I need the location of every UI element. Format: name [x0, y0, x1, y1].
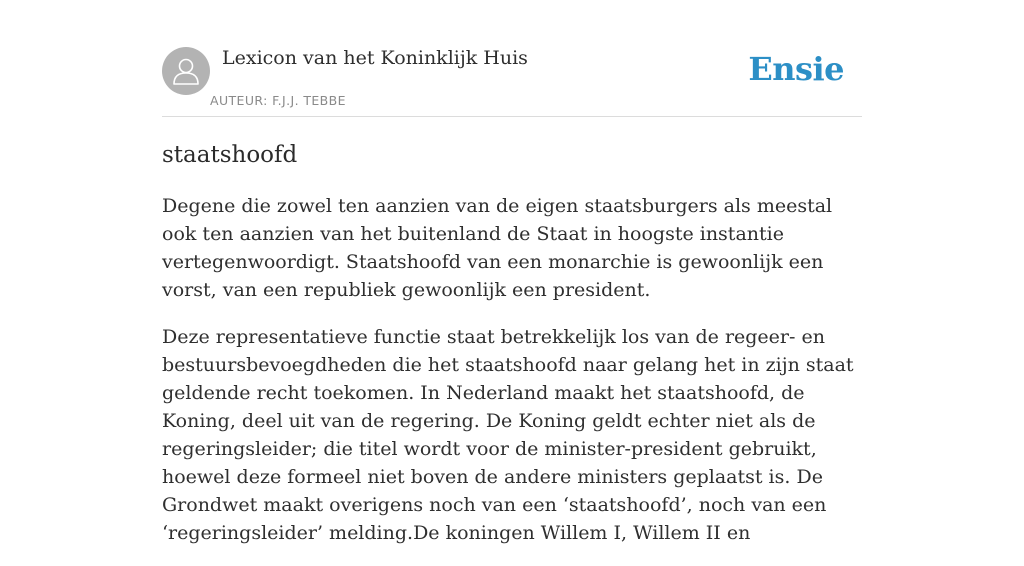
book-title[interactable]: Lexicon van het Koninklijk Huis — [222, 47, 528, 69]
entry-paragraph: Deze representatieve functie staat betrekkelijk los van de regeer- en bestuursbevoegdheden die het staatshoofd naar gelang het in zijn staat geldende recht toekomen. In Nederland maakt het staatshoofd, de Koning, deel uit van de regering. De Koning geldt echter niet als de regeringsleider; die titel wordt voor de minister-president gebruikt, hoewel deze formeel niet boven de andere ministers geplaatst is. De Grondwet maakt overigens noch van een ‘staatshoofd’, noch van een ‘regeringsleider’ melding.De koningen Willem I, Willem II en — [162, 326, 854, 544]
ensie-logo[interactable]: Ensie — [748, 50, 844, 88]
entry-paragraph: Degene die zowel ten aanzien van de eigen staatsburgers als meestal ook ten aanzien van het buitenland de Staat in hoogste instantie vertegenwoordigt. Staatshoofd van een monarchie is gewoonlijk een vorst, van een republiek gewoonlijk een president. — [162, 195, 833, 301]
author-label: AUTEUR: — [210, 93, 268, 108]
user-avatar-icon[interactable] — [162, 47, 210, 95]
entry-title: staatshoofd — [162, 142, 298, 168]
author-name[interactable]: F.J.J. TEBBE — [272, 93, 346, 108]
entry-content — [162, 192, 862, 566]
page-header — [162, 46, 862, 117]
author-line — [210, 93, 346, 108]
